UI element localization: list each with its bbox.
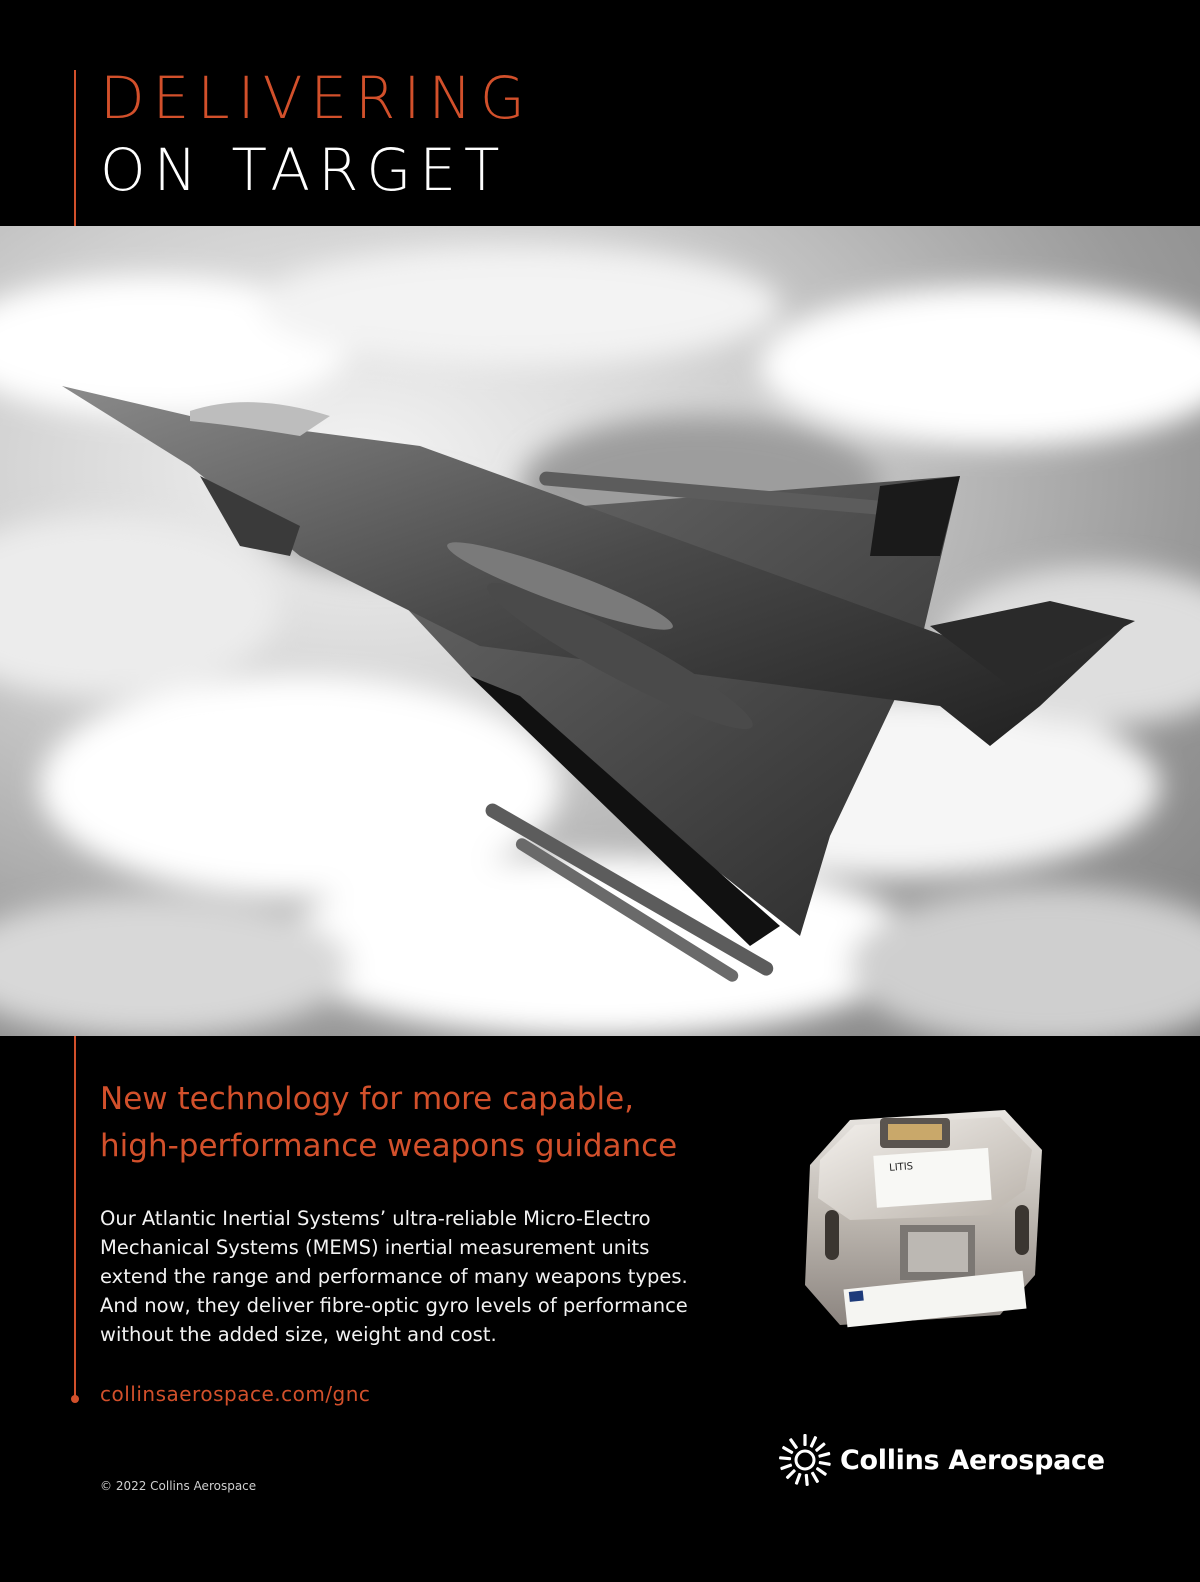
imu-device-illustration bbox=[780, 1090, 1060, 1340]
subheading-line-1: New technology for more capable, bbox=[100, 1081, 635, 1117]
imu-product-image bbox=[780, 1090, 1060, 1340]
fighter-jet-image bbox=[0, 226, 1200, 1036]
body-copy bbox=[100, 1204, 720, 1349]
collins-aerospace-logo-icon bbox=[778, 1433, 832, 1487]
headline-line-2: ON TARGET bbox=[100, 136, 508, 204]
body-line-4: And now, they deliver fibre-optic gyro levels of performance bbox=[100, 1294, 688, 1317]
website-link[interactable]: collinsaerospace.com/gnc bbox=[100, 1382, 371, 1406]
product-label-top: LITIS bbox=[888, 1161, 914, 1174]
body-line-2: Mechanical Systems (MEMS) inertial measurement units bbox=[100, 1236, 650, 1259]
body-line-1: Our Atlantic Inertial Systems’ ultra-reliable Micro-Electro bbox=[100, 1207, 651, 1230]
brand-logo bbox=[778, 1432, 1105, 1488]
subheading-line-2: high-performance weapons guidance bbox=[100, 1128, 678, 1164]
hero-image bbox=[0, 226, 1200, 1036]
headline-line-1: DELIVERING bbox=[100, 64, 533, 132]
body-line-3: extend the range and performance of many weapons types. bbox=[100, 1265, 688, 1288]
accent-rule-dot bbox=[71, 1395, 79, 1403]
copyright-notice: © 2022 Collins Aerospace bbox=[100, 1479, 257, 1493]
subheading bbox=[100, 1076, 677, 1170]
headline bbox=[100, 62, 533, 206]
brand-name: Collins Aerospace bbox=[840, 1444, 1105, 1476]
body-line-5: without the added size, weight and cost. bbox=[100, 1323, 497, 1346]
